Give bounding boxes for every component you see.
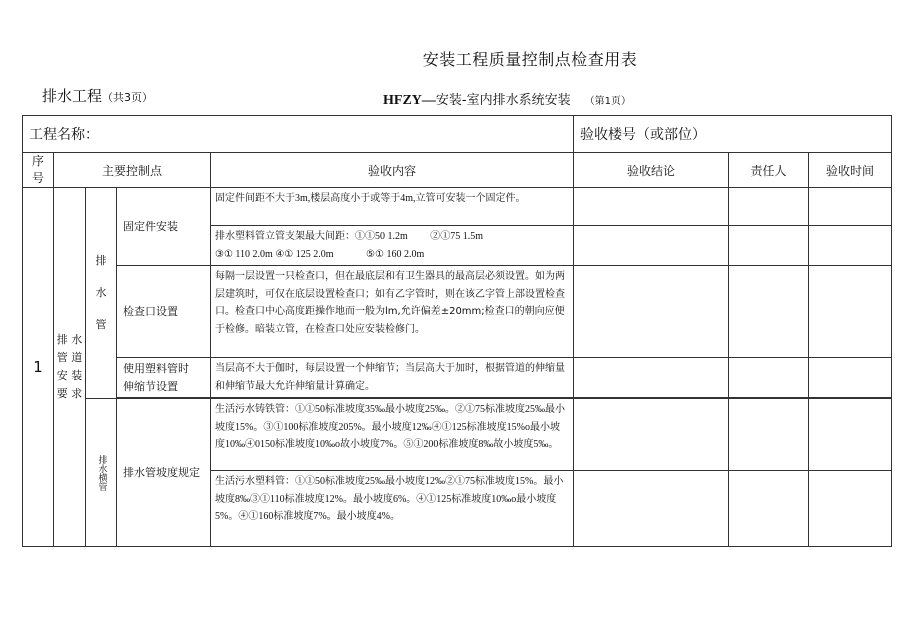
slope-content-2: 生活污水塑料管：①①50标准坡度25‰最小坡度12‰②①75标准坡度15%。最小坡度8‰③①110标准坡度12%。最小坡度6%。④①125标准坡度10‰o最小坡度5%。④①160标准坡度7%。最小坡度4%。 — [211, 471, 574, 547]
project-row — [23, 116, 892, 153]
acceptance-floor-cell[interactable]: 验收楼号（或部位） — [574, 116, 892, 153]
drain-pipe-label: 排 水 管 — [86, 188, 117, 399]
cleanout-content: 每隔一层设置一只检查口，但在最底层和有卫生器具的最高层必须设置。如为两层建筑时，可仅在底层设置检查口；如有乙字管时，则在该乙字管上部设置检查口。检查口中心高度距操作地而一般为lm,允许偏差±20mm;检查口的朝向应便于检修。暗装立管，在检查口处应安装检修门。 — [211, 266, 574, 358]
conclusion-cell[interactable] — [574, 358, 729, 398]
table-row — [23, 266, 892, 358]
conclusion-cell[interactable] — [574, 226, 729, 266]
form-code-heading — [383, 89, 631, 109]
page-number: （第1页） — [584, 96, 631, 107]
responsible-header: 责任人 — [729, 153, 809, 188]
responsible-cell[interactable] — [729, 358, 809, 398]
form-code: HFZY— — [383, 93, 436, 108]
category-heading — [42, 85, 153, 106]
horizontal-pipe-label: 排水横管 — [86, 399, 117, 547]
table-row — [23, 188, 892, 226]
fixing-content-2: 排水塑料管立管支架最大间距：①①50 1.2m ②①75 1.5m ③① 110 2.0m ④① 125 2.0m ⑤① 160 2.0m — [211, 226, 574, 266]
time-header: 验收时间 — [809, 153, 892, 188]
expansion-joint-label: 使用塑料管时 伸缩节设置 — [117, 358, 211, 398]
document-title: 安装工程质量控制点检查用表 — [422, 50, 638, 69]
responsible-cell[interactable] — [729, 226, 809, 266]
group-label: 排 水 管 道 安 装 要 求 — [54, 188, 86, 547]
time-cell[interactable] — [809, 266, 892, 358]
content-header: 验收内容 — [211, 153, 574, 188]
responsible-cell[interactable] — [729, 188, 809, 226]
conclusion-cell[interactable] — [574, 188, 729, 226]
category-label: 排水工程 — [42, 87, 103, 105]
conclusion-cell[interactable] — [574, 471, 729, 547]
inspection-table — [22, 115, 892, 547]
time-cell[interactable] — [809, 358, 892, 398]
time-cell[interactable] — [809, 226, 892, 266]
fixing-label: 固定件安装 — [117, 188, 211, 266]
conclusion-cell[interactable] — [574, 399, 729, 471]
time-cell[interactable] — [809, 471, 892, 547]
slope-content-1: 生活污水铸铁管：①①50标准坡度35‰最小坡度25‰。②①75标准坡度25‰最小坡度15%。③①100标准坡度205%。最小坡度12‰④①125标准坡度15%o最小坡度10‰④0150标准坡度10‰o故小坡度7%。⑤①200标准坡度8‰故小坡度5‰。 — [211, 399, 574, 471]
responsible-cell[interactable] — [729, 266, 809, 358]
project-name-cell[interactable]: 工程名称： — [23, 116, 574, 153]
table-row — [23, 399, 892, 471]
expansion-content: 当层高不大于伽时，每层设置一个伸缩节；当层高大于加时，根据管道的伸缩量和伸缩节最大允许伸缩量计算确定。 — [211, 358, 574, 398]
time-cell[interactable] — [809, 188, 892, 226]
conclusion-cell[interactable] — [574, 266, 729, 358]
header-row — [23, 153, 892, 188]
row-number: 1 — [23, 188, 54, 547]
responsible-cell[interactable] — [729, 399, 809, 471]
form-subject: 安装-室内排水系统安装 — [435, 93, 571, 108]
fixing-content-1: 固定件间距不大于3m,楼层高度小于或等于4m,立管可安装一个固定件。 — [211, 188, 574, 226]
conclusion-header: 验收结论 — [574, 153, 729, 188]
slope-label: 排水管坡度规定 — [117, 399, 211, 547]
control-points-header: 主要控制点 — [54, 153, 211, 188]
table-row — [23, 358, 892, 398]
total-pages: （共3页） — [102, 91, 154, 104]
responsible-cell[interactable] — [729, 471, 809, 547]
seq-header: 序 号 — [23, 153, 54, 188]
time-cell[interactable] — [809, 399, 892, 471]
cleanout-label: 检查口设置 — [117, 266, 211, 358]
